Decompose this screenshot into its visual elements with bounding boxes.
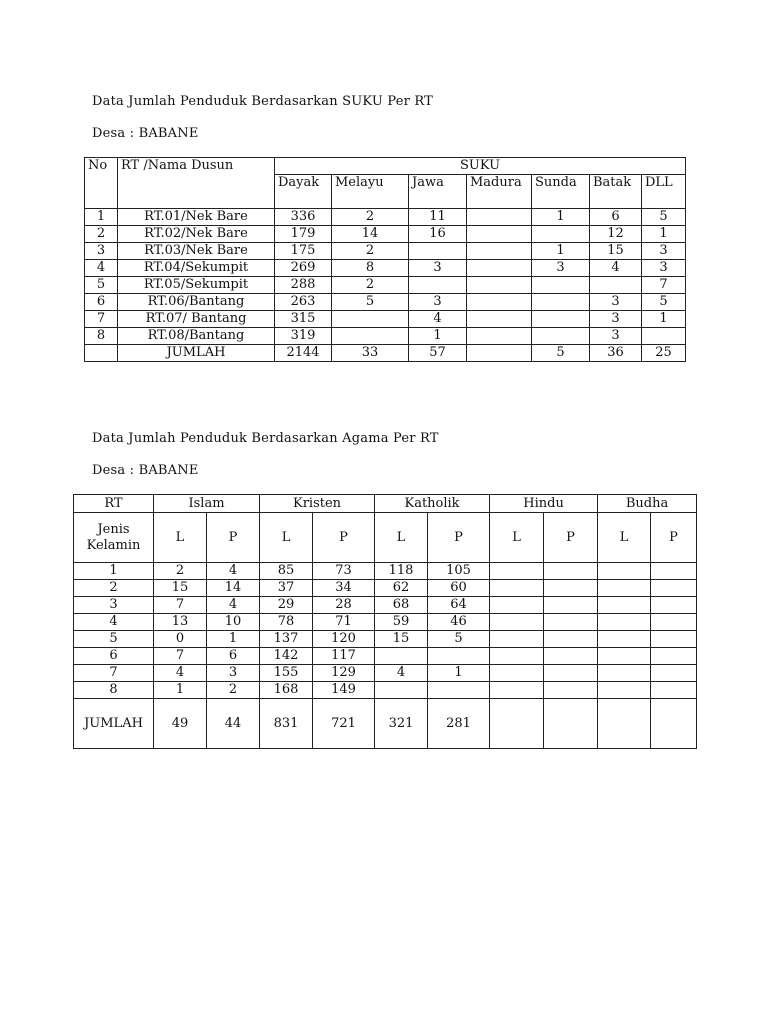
row-value: 2 [332, 209, 409, 226]
row-value: 3 [532, 260, 590, 277]
total-label: JUMLAH [74, 699, 154, 749]
header-gender: L [490, 513, 544, 563]
row-value: 15 [154, 580, 207, 597]
row-value: 3 [590, 311, 642, 328]
row-value [409, 277, 467, 294]
row-value [490, 597, 544, 614]
row-value: 129 [313, 665, 375, 682]
table-row [74, 580, 697, 597]
row-value: 5 [642, 294, 686, 311]
row-value: 149 [313, 682, 375, 699]
row-value: 3 [590, 328, 642, 345]
header-gender: L [598, 513, 651, 563]
row-value: 73 [313, 563, 375, 580]
table-row [74, 614, 697, 631]
total-row [85, 345, 686, 362]
row-rt: 3 [74, 597, 154, 614]
total-value: 2144 [275, 345, 332, 362]
total-row [74, 699, 697, 749]
row-value [490, 682, 544, 699]
table-row [85, 226, 686, 243]
header-gender: P [207, 513, 260, 563]
row-value: 3 [642, 260, 686, 277]
row-rt: 5 [74, 631, 154, 648]
row-rt: 8 [74, 682, 154, 699]
suku-header-madura: Madura [467, 175, 532, 209]
row-value [467, 209, 532, 226]
row-no: 7 [85, 311, 118, 328]
total-value: 36 [590, 345, 642, 362]
row-value: 319 [275, 328, 332, 345]
row-value: 29 [260, 597, 313, 614]
row-value: 5 [642, 209, 686, 226]
row-value: 2 [332, 243, 409, 260]
row-value: 60 [428, 580, 490, 597]
table-row [85, 277, 686, 294]
header-gender: P [651, 513, 697, 563]
row-value: 37 [260, 580, 313, 597]
row-value [428, 648, 490, 665]
row-rt-nama-dusun: RT.07/ Bantang [118, 311, 275, 328]
row-rt-nama-dusun: RT.06/Bantang [118, 294, 275, 311]
row-value: 28 [313, 597, 375, 614]
row-value [490, 631, 544, 648]
total-value: 281 [428, 699, 490, 749]
table-row [74, 631, 697, 648]
header-gender: L [154, 513, 207, 563]
header-agama-budha: Budha [598, 495, 697, 513]
row-value: 155 [260, 665, 313, 682]
row-rt: 6 [74, 648, 154, 665]
row-value: 4 [409, 311, 467, 328]
table-row [85, 328, 686, 345]
row-value [598, 614, 651, 631]
row-rt-nama-dusun: RT.05/Sekumpit [118, 277, 275, 294]
row-value: 3 [642, 243, 686, 260]
row-value [651, 682, 697, 699]
row-rt: 1 [74, 563, 154, 580]
row-rt-nama-dusun: RT.02/Nek Bare [118, 226, 275, 243]
total-value: 25 [642, 345, 686, 362]
total-value: 49 [154, 699, 207, 749]
row-value [598, 682, 651, 699]
row-value: 1 [642, 226, 686, 243]
header-agama-kristen: Kristen [260, 495, 375, 513]
row-value [651, 665, 697, 682]
row-value [544, 648, 598, 665]
row-value [532, 311, 590, 328]
suku-header-melayu: Melayu [332, 175, 409, 209]
row-value [651, 563, 697, 580]
row-value [544, 614, 598, 631]
row-value: 7 [642, 277, 686, 294]
row-value: 1 [532, 209, 590, 226]
row-value: 14 [207, 580, 260, 597]
row-value: 15 [375, 631, 428, 648]
row-value [467, 277, 532, 294]
row-value: 336 [275, 209, 332, 226]
total-value [544, 699, 598, 749]
header-gender: P [313, 513, 375, 563]
agama-table-subheader [74, 513, 697, 563]
total-value: 831 [260, 699, 313, 749]
row-value [544, 563, 598, 580]
suku-header-sunda: Sunda [532, 175, 590, 209]
row-value: 6 [207, 648, 260, 665]
page-title-suku: Data Jumlah Penduduk Berdasarkan SUKU Per RT [92, 94, 433, 109]
row-value: 1 [642, 311, 686, 328]
suku-table [84, 157, 686, 362]
row-value: 2 [154, 563, 207, 580]
table-row [85, 260, 686, 277]
row-value: 78 [260, 614, 313, 631]
desa-label-suku: Desa : BABANE [92, 126, 199, 141]
row-no: 6 [85, 294, 118, 311]
table-row [85, 311, 686, 328]
row-value: 10 [207, 614, 260, 631]
row-value [332, 328, 409, 345]
suku-table-header [85, 158, 686, 175]
row-value [598, 580, 651, 597]
row-value: 3 [409, 260, 467, 277]
table-row [85, 294, 686, 311]
row-value: 117 [313, 648, 375, 665]
row-value [598, 631, 651, 648]
header-gender: L [375, 513, 428, 563]
row-value [467, 294, 532, 311]
row-value: 0 [154, 631, 207, 648]
agama-table-header [74, 495, 697, 513]
row-value: 1 [154, 682, 207, 699]
row-value [651, 580, 697, 597]
row-value [598, 665, 651, 682]
total-value: 5 [532, 345, 590, 362]
row-value: 288 [275, 277, 332, 294]
row-value [332, 311, 409, 328]
row-value: 179 [275, 226, 332, 243]
row-value [490, 563, 544, 580]
row-value: 34 [313, 580, 375, 597]
row-value: 3 [590, 294, 642, 311]
row-value: 8 [332, 260, 409, 277]
page-title-agama: Data Jumlah Penduduk Berdasarkan Agama Per RT [92, 431, 439, 446]
row-value: 1 [428, 665, 490, 682]
row-value: 105 [428, 563, 490, 580]
row-value: 142 [260, 648, 313, 665]
row-value [467, 260, 532, 277]
header-gender: P [544, 513, 598, 563]
header-rt-nama-dusun: RT /Nama Dusun [118, 158, 275, 209]
row-value [544, 631, 598, 648]
row-value: 64 [428, 597, 490, 614]
header-no: No [85, 158, 118, 209]
suku-header-dll: DLL [642, 175, 686, 209]
row-rt: 7 [74, 665, 154, 682]
row-value: 85 [260, 563, 313, 580]
total-value [490, 699, 544, 749]
row-value [651, 597, 697, 614]
row-value [467, 243, 532, 260]
row-value: 15 [590, 243, 642, 260]
row-value [651, 631, 697, 648]
total-value [598, 699, 651, 749]
agama-table [73, 494, 697, 749]
row-value: 1 [207, 631, 260, 648]
suku-header-jawa: Jawa [409, 175, 467, 209]
row-value [428, 682, 490, 699]
row-value [532, 226, 590, 243]
row-value [490, 614, 544, 631]
row-value [598, 648, 651, 665]
row-value [532, 328, 590, 345]
row-value: 11 [409, 209, 467, 226]
row-value: 263 [275, 294, 332, 311]
row-value: 315 [275, 311, 332, 328]
total-value: 33 [332, 345, 409, 362]
row-rt-nama-dusun: RT.04/Sekumpit [118, 260, 275, 277]
row-value: 5 [428, 631, 490, 648]
row-value: 120 [313, 631, 375, 648]
total-value [467, 345, 532, 362]
table-row [74, 665, 697, 682]
row-value: 5 [332, 294, 409, 311]
row-value: 13 [154, 614, 207, 631]
header-gender: P [428, 513, 490, 563]
row-value: 4 [154, 665, 207, 682]
row-value [467, 328, 532, 345]
row-rt: 2 [74, 580, 154, 597]
row-value: 6 [590, 209, 642, 226]
row-value [642, 328, 686, 345]
row-value: 2 [332, 277, 409, 294]
suku-header-batak: Batak [590, 175, 642, 209]
total-value: 721 [313, 699, 375, 749]
row-value: 71 [313, 614, 375, 631]
row-value: 4 [375, 665, 428, 682]
total-value: 44 [207, 699, 260, 749]
row-value [598, 563, 651, 580]
row-value: 1 [409, 328, 467, 345]
row-no: 5 [85, 277, 118, 294]
table-row [85, 209, 686, 226]
header-agama-hindu: Hindu [490, 495, 598, 513]
row-value: 46 [428, 614, 490, 631]
row-value [651, 648, 697, 665]
row-value: 4 [207, 597, 260, 614]
total-value: 57 [409, 345, 467, 362]
row-value [532, 294, 590, 311]
total-label: JUMLAH [118, 345, 275, 362]
row-value [490, 665, 544, 682]
row-value [375, 648, 428, 665]
row-no: 1 [85, 209, 118, 226]
row-value: 2 [207, 682, 260, 699]
row-value: 4 [207, 563, 260, 580]
header-gender: L [260, 513, 313, 563]
table-row [74, 682, 697, 699]
row-value [532, 277, 590, 294]
total-value [651, 699, 697, 749]
row-value: 137 [260, 631, 313, 648]
row-no: 8 [85, 328, 118, 345]
table-row [85, 243, 686, 260]
total-no-empty [85, 345, 118, 362]
row-value [375, 682, 428, 699]
row-value: 4 [590, 260, 642, 277]
row-value [409, 243, 467, 260]
row-value [544, 597, 598, 614]
row-value [544, 580, 598, 597]
row-no: 4 [85, 260, 118, 277]
row-value: 3 [207, 665, 260, 682]
row-value: 118 [375, 563, 428, 580]
row-rt-nama-dusun: RT.08/Bantang [118, 328, 275, 345]
row-value: 269 [275, 260, 332, 277]
header-suku: SUKU [275, 158, 686, 175]
row-value: 59 [375, 614, 428, 631]
total-value: 321 [375, 699, 428, 749]
row-value: 16 [409, 226, 467, 243]
header-agama-islam: Islam [154, 495, 260, 513]
row-value: 3 [409, 294, 467, 311]
header-agama-katholik: Katholik [375, 495, 490, 513]
header-jenis-kelamin: Jenis Kelamin [74, 513, 154, 563]
row-rt: 4 [74, 614, 154, 631]
desa-label-agama: Desa : BABANE [92, 463, 199, 478]
agama-table-body [74, 563, 697, 749]
suku-header-dayak: Dayak [275, 175, 332, 209]
row-value: 168 [260, 682, 313, 699]
row-value [544, 682, 598, 699]
row-rt-nama-dusun: RT.01/Nek Bare [118, 209, 275, 226]
row-value: 14 [332, 226, 409, 243]
row-no: 2 [85, 226, 118, 243]
row-value: 1 [532, 243, 590, 260]
row-value: 7 [154, 648, 207, 665]
row-rt-nama-dusun: RT.03/Nek Bare [118, 243, 275, 260]
header-rt: RT [74, 495, 154, 513]
row-value [490, 648, 544, 665]
row-value [651, 614, 697, 631]
row-value [490, 580, 544, 597]
row-value [590, 277, 642, 294]
table-row [74, 563, 697, 580]
row-value [598, 597, 651, 614]
row-value: 7 [154, 597, 207, 614]
table-row [74, 597, 697, 614]
row-value: 175 [275, 243, 332, 260]
row-value: 68 [375, 597, 428, 614]
row-value [467, 226, 532, 243]
row-value [544, 665, 598, 682]
row-value [467, 311, 532, 328]
row-value: 12 [590, 226, 642, 243]
row-no: 3 [85, 243, 118, 260]
row-value: 62 [375, 580, 428, 597]
suku-table-body [85, 209, 686, 362]
table-row [74, 648, 697, 665]
